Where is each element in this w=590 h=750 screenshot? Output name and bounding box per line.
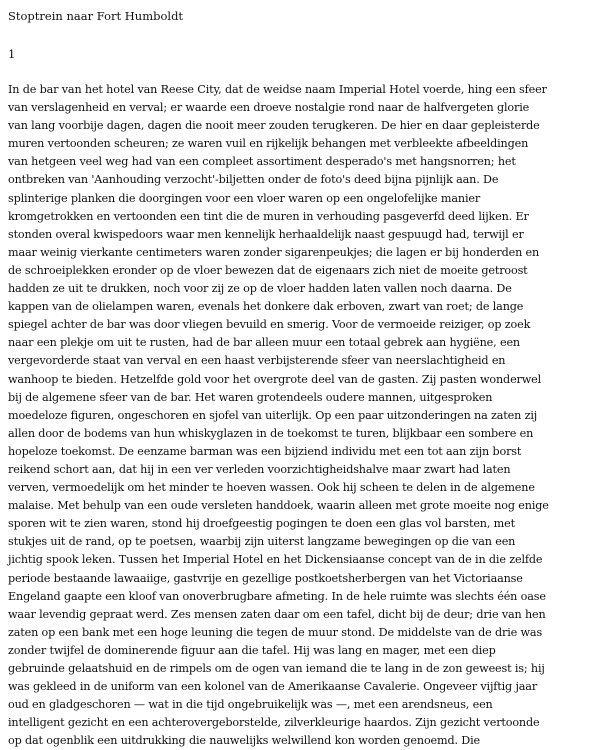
text-line: reikend schort aan, dat hij in een ver verleden voorzichtigheidshalve maar zwart had laten — [8, 462, 511, 476]
text-line: hopeloze toekomst. De eenzame barman was een bijziend individu met een tot aan zijn borst — [8, 444, 522, 458]
text-line: muren vertoonden scheuren; ze waren vuil en rijkelijk behangen met verbleekte afbeeldingen — [8, 137, 529, 151]
text-line: van verslagenheid en verval; er waarde een droeve nostalgie rond naar de halfvergeten glorie — [8, 101, 530, 115]
text-line: spiegel achter de bar was door vliegen bevuild en smerig. Voor de vermoeide reiziger, op zoek — [8, 318, 531, 332]
text-line: stukjes uit de rand, op te poetsen, waarbij zijn uiterst langzame bewegingen op die van een — [8, 535, 516, 549]
document-page — [8, 8, 582, 750]
text-line: stonden overal kwispedoors waar men kennelijk herhaaldelijk naast gespuugd had, terwijl er — [8, 227, 524, 241]
text-line: intelligent gezicht en een achterovergeborstelde, zilverkleurige haardos. Zijn gezicht vertoonde — [8, 716, 540, 730]
text-line: bij de algemene sfeer van de bar. Het waren grotendeels oudere mannen, uitgesproken — [8, 390, 493, 404]
text-line: van hetgeen veel weg had van een compleet assortiment desperado's met hangsnorren; het — [8, 155, 516, 169]
text-line: jichtig spook leken. Tussen het Imperial Hotel en het Dickensiaanse concept van de in die zelfde — [8, 553, 543, 567]
text-line: zaten op een bank met een hoge leuning die tegen de muur stond. De middelste van de drie was — [8, 625, 543, 639]
text-line: In de bar van het hotel van Reese City, dat de weidse naam Imperial Hotel voerde, hing een sfeer — [8, 83, 547, 96]
text-line: waar levendig gepraat werd. Zes mensen zaten daar om een tafel, dicht bij de deur; drie van hen — [8, 607, 546, 621]
text-line: moedeloze figuren, ongeschoren en sjofel van uiterlijk. Op een paar uitzonderingen na zaten zij — [8, 408, 538, 422]
text-line: malaise. Met behulp van een oude versleten handdoek, waarin alleen met grote moeite nog enige — [8, 499, 549, 513]
text-line: was gekleed in de uniform van een kolonel van de Amerikaanse Cavalerie. Ongeveer vijftig jaar — [8, 680, 538, 694]
text-line: naar een plekje om uit te rusten, had de bar alleen muur een totaal gebrek aan hygiëne, een — [8, 336, 520, 350]
text-line: verven, vermoedelijk om het minder te hoeven wassen. Ook hij scheen te delen in de algemene — [8, 481, 535, 495]
text-line: wanhoop te bieden. Hetzelfde gold voor het overgrote deel van de gasten. Zij pasten wonderwel — [8, 372, 542, 386]
text-line: splinterige planken die doorgingen voor een vloer waren op een ongelofelijke manier — [8, 191, 481, 205]
text-line: oud en gladgeschoren — wat in die tijd ongebruikelijk was —, met een arendsneus, een — [8, 698, 493, 712]
text-line: sporen wit te zien waren, stond hij droefgeestig pogingen te doen een glas vol barsten, met — [8, 517, 515, 531]
text-line: periode bestaande lawaaiige, gastvrije en gezellige postkoetsherbergen van het Victoriaanse — [8, 571, 523, 585]
text-line: Engeland gaapte een kloof van onoverbrugbare afmeting. In de hele ruimte was slechts één oase — [8, 589, 546, 603]
body-paragraph — [8, 81, 582, 750]
document-title: Stoptrein naar Fort Humboldt — [8, 9, 184, 23]
chapter-number: 1 — [8, 47, 16, 61]
text-line: kappen van de olielampen waren, evenals het donkere dak erboven, zwart van roet; de lange — [8, 300, 524, 314]
text-line: zonder twijfel de dominerende figuur aan die tafel. Hij was lang en mager, met een diep — [8, 643, 496, 657]
text-line: maar weinig vierkante centimeters waren zonder sigarenpeukjes; die lagen er bij honderden en — [8, 245, 540, 259]
text-line: hadden ze uit te drukken, noch voor zij ze op de vloer hadden laten vallen noch daarna. De — [8, 282, 512, 296]
text-line: gebruinde gelaatshuid en de rimpels om de ogen van iemand die te lang in de zon geweest is; hij — [8, 662, 545, 675]
text-line: vergevorderde staat van verval en een haast verbijsterende sfeer van neerslachtigheid en — [8, 354, 506, 368]
text-line: kromgetrokken en vertoonden een tint die de muren in verhouding pasgeverfd deed lijken. Er — [8, 209, 529, 223]
text-line: allen door de bodems van hun whiskyglazen in de toekomst te turen, blijkbaar een sombere en — [8, 426, 534, 440]
text-line: ontbreken van 'Aanhouding verzocht'-biljetten onder de foto's deed bijna pijnlijk aan. De — [8, 173, 499, 187]
text-line: van lang voorbije dagen, dagen die nooit meer zouden terugkeren. De hier en daar gepleisterde — [8, 119, 540, 133]
text-line: op dat ogenblik een uitdrukking die nauwelijks welwillend kon worden genoemd. Die — [8, 734, 481, 748]
text-line: de schroeiplekken eronder op de vloer bewezen dat de eigenaars zich niet de moeite getroost — [8, 263, 528, 277]
